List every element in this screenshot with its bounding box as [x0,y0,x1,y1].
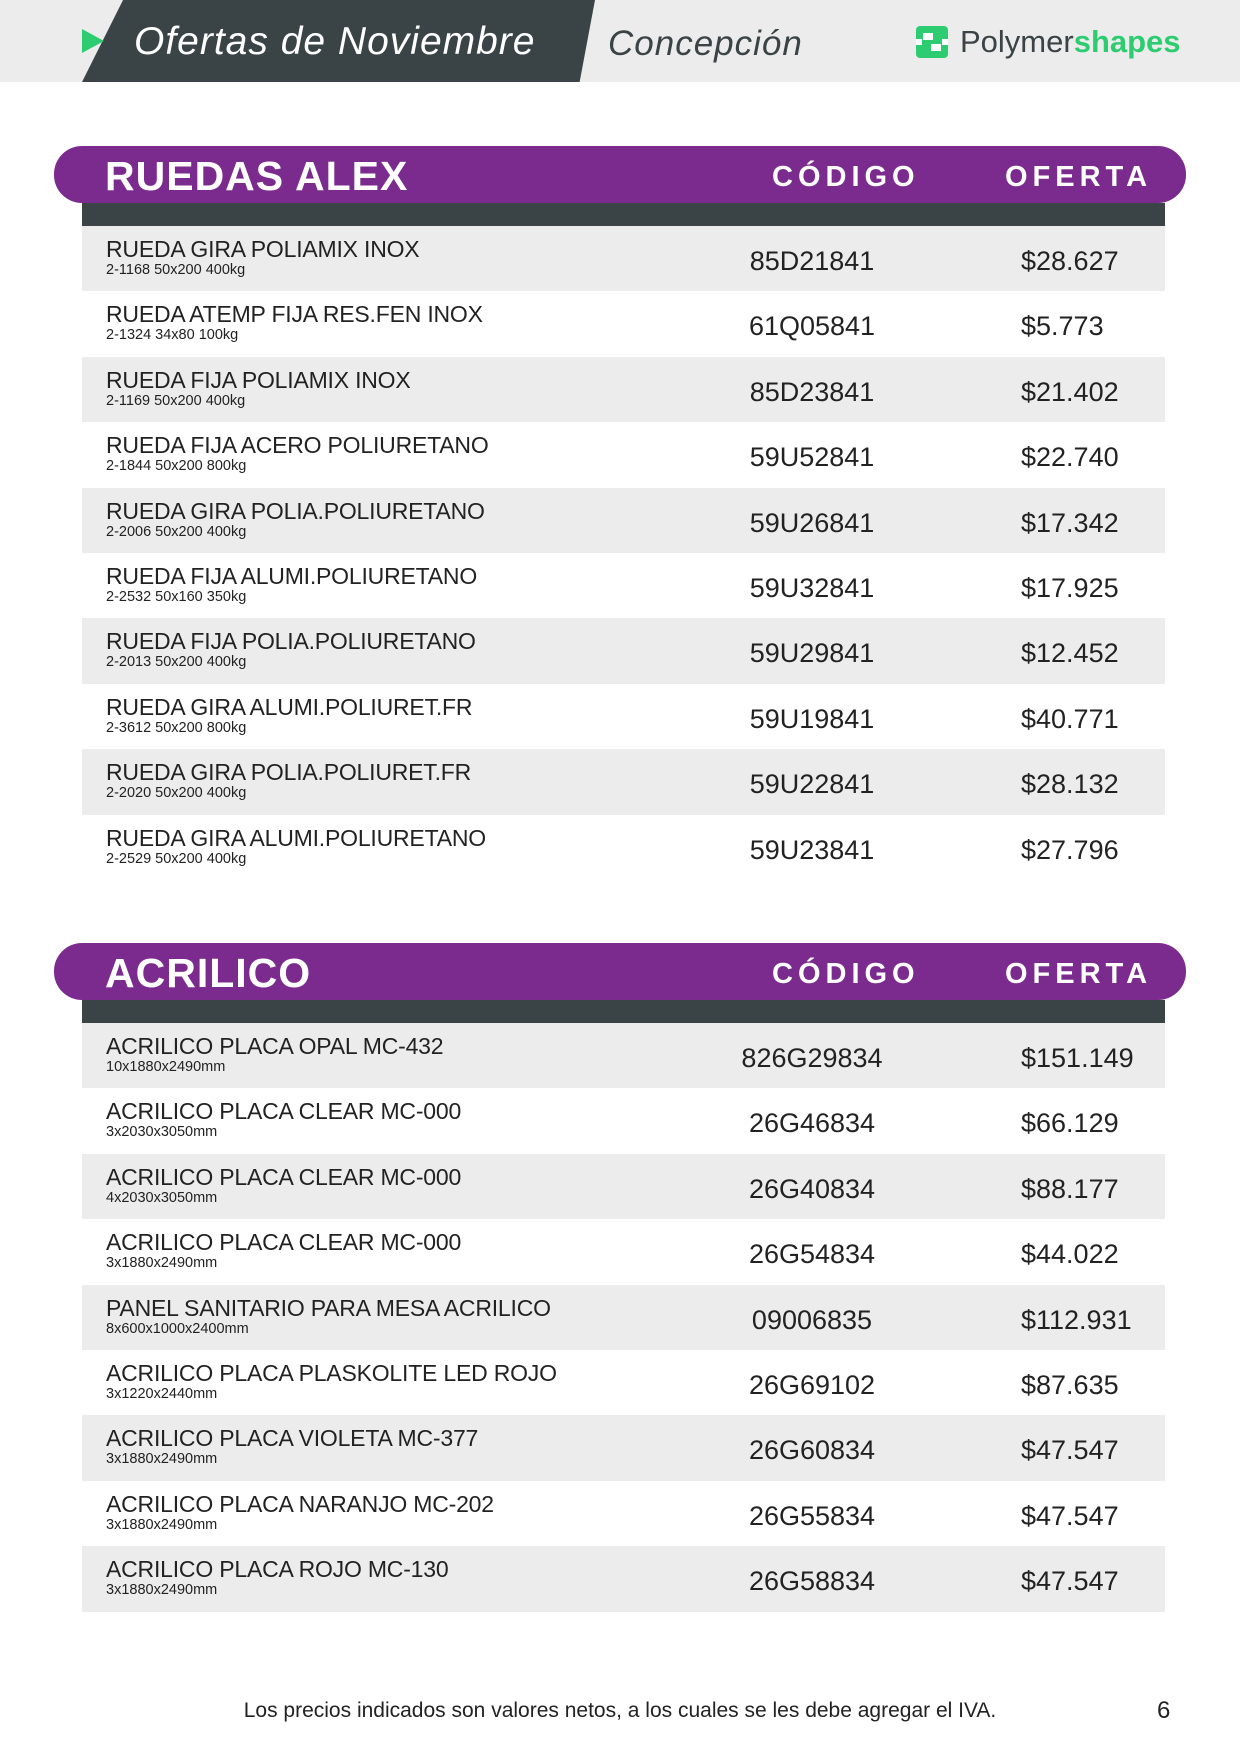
product-spec: 3x1880x2490mm [106,1582,218,1599]
product-code: 26G40834 [748,1173,876,1204]
product-price: $66.129 [1021,1108,1119,1139]
product-code: 59U22841 [749,769,875,800]
product-name: RUEDA FIJA POLIA.POLIURETANO [106,628,476,655]
product-spec: 4x2030x3050mm [106,1189,218,1206]
brand-logo [914,22,1181,62]
product-spec: 3x2030x3050mm [106,1124,218,1141]
product-code: 26G60834 [748,1435,876,1466]
product-price: $21.402 [1021,376,1119,407]
product-code: 59U52841 [749,442,875,473]
section-header-bar [54,146,1186,203]
product-price: $47.547 [1021,1500,1119,1531]
product-price: $17.925 [1021,572,1119,603]
column-header-code: CÓDIGO [772,958,920,990]
product-spec: 2-1844 50x200 800kg [106,458,247,475]
product-name: ACRILICO PLACA NARANJO MC-202 [106,1490,494,1517]
table-row [82,684,1165,749]
product-price: $88.177 [1021,1173,1119,1204]
product-spec: 2-3612 50x200 800kg [106,719,247,736]
product-spec: 2-2006 50x200 400kg [106,523,247,540]
product-price: $87.635 [1021,1369,1119,1400]
header-city: Concepción [608,24,803,63]
product-code: 26G54834 [748,1239,876,1270]
product-code: 59U23841 [749,834,875,865]
product-spec: 3x1880x2490mm [106,1255,218,1272]
product-name: RUEDA FIJA POLIAMIX INOX [106,366,411,393]
section-title: RUEDAS ALEX [105,153,409,199]
table-row [82,226,1165,291]
product-code: 26G58834 [748,1566,876,1597]
product-code: 26G46834 [748,1108,876,1139]
product-code: 59U32841 [749,572,875,603]
product-name: RUEDA FIJA ALUMI.POLIURETANO [106,562,478,589]
product-spec: 2-2020 50x200 400kg [106,785,247,802]
page-header [0,0,1240,82]
product-price: $27.796 [1021,834,1119,865]
product-name: RUEDA GIRA POLIA.POLIURET.FR [106,759,472,786]
section-ruedas-alex [54,146,1186,867]
product-price: $47.547 [1021,1566,1119,1597]
product-spec: 10x1880x2490mm [106,1059,226,1075]
product-price: $12.452 [1021,638,1119,669]
product-price: $47.547 [1021,1435,1119,1466]
section-title: ACRILICO [105,950,312,996]
table-row [82,1285,1165,1350]
product-spec: 2-2532 50x160 350kg [106,588,247,605]
product-code: 826G29834 [741,1043,883,1073]
table-row [82,1088,1165,1153]
product-table [82,226,1165,880]
product-spec: 2-1168 50x200 400kg [106,262,246,278]
product-price: $5.773 [1021,311,1104,342]
section-header-bar [54,943,1186,1000]
product-name: ACRILICO PLACA CLEAR MC-000 [106,1229,462,1256]
table-row [82,815,1165,880]
product-spec: 3x1880x2490mm [106,1451,218,1468]
table-row [82,1154,1165,1219]
table-row [82,1219,1165,1284]
column-header-offer: OFERTA [1005,958,1153,990]
product-name: RUEDA FIJA ACERO POLIURETANO [106,432,489,459]
product-spec: 3x1220x2440mm [106,1385,218,1402]
product-spec: 8x600x1000x2400mm [106,1320,249,1337]
brand-name-part2: shapes [1073,24,1181,59]
product-name: ACRILICO PLACA VIOLETA MC-377 [106,1425,479,1452]
table-row [82,357,1165,422]
product-name: ACRILICO PLACA PLASKOLITE LED ROJO [106,1359,557,1386]
product-price: $151.149 [1021,1043,1134,1073]
product-code: 85D21841 [749,246,875,276]
table-row [82,1023,1165,1088]
table-row [82,553,1165,618]
product-spec: 3x1880x2490mm [106,1516,218,1533]
section-divider [82,203,1165,226]
product-code: 59U19841 [749,703,875,734]
table-row [82,488,1165,553]
column-header-offer: OFERTA [1005,161,1153,193]
product-price: $22.740 [1021,442,1119,473]
product-price: $17.342 [1021,507,1119,538]
table-row [82,1546,1165,1611]
product-code: 61Q05841 [748,311,876,342]
footer-note: Los precios indicados son valores netos, a los cuales se les debe agregar el IVA. [243,1699,997,1722]
product-price: $112.931 [1021,1304,1132,1335]
product-code: 09006835 [751,1304,873,1335]
product-code: 26G69102 [748,1369,876,1400]
header-title: Ofertas de Noviembre [134,20,536,63]
table-row [82,1350,1165,1415]
product-spec: 2-2013 50x200 400kg [106,654,247,671]
product-price: $40.771 [1021,703,1119,734]
product-price: $28.132 [1021,769,1119,800]
product-name: RUEDA GIRA POLIA.POLIURETANO [106,497,485,524]
product-name: RUEDA GIRA ALUMI.POLIURETANO [106,824,486,851]
product-code: 59U26841 [749,507,875,538]
product-spec: 2-1324 34x80 100kg [106,327,239,344]
product-name: PANEL SANITARIO PARA MESA ACRILICO [106,1294,551,1321]
product-price: $44.022 [1021,1239,1119,1270]
product-spec: 2-1169 50x200 400kg [106,392,246,409]
product-name: ACRILICO PLACA ROJO MC-130 [106,1556,449,1583]
product-code: 26G55834 [748,1500,876,1531]
table-row [82,749,1165,814]
table-row [82,618,1165,683]
column-header-code: CÓDIGO [772,161,920,193]
product-price: $28.627 [1021,246,1119,276]
section-acrilico [54,943,1186,1599]
section-divider [82,1000,1165,1023]
product-code: 85D23841 [749,376,875,407]
brand-name [960,24,1181,60]
table-row [82,422,1165,487]
product-name: ACRILICO PLACA OPAL MC-432 [106,1033,444,1059]
polymershapes-logo-icon [914,24,950,60]
product-name: RUEDA GIRA POLIAMIX INOX [106,236,420,262]
product-spec: 2-2529 50x200 400kg [106,850,247,867]
page-number: 6 [1157,1697,1171,1724]
product-name: RUEDA GIRA ALUMI.POLIURET.FR [106,693,473,720]
table-row [82,1481,1165,1546]
play-arrow-icon [82,29,104,53]
product-name: ACRILICO PLACA CLEAR MC-000 [106,1098,462,1125]
product-name: RUEDA ATEMP FIJA RES.FEN INOX [106,301,483,328]
table-row [82,1415,1165,1480]
product-code: 59U29841 [749,638,875,669]
table-row [82,291,1165,356]
product-name: ACRILICO PLACA CLEAR MC-000 [106,1163,462,1190]
brand-name-part1: Polymer [960,24,1074,59]
product-table [82,1023,1165,1612]
